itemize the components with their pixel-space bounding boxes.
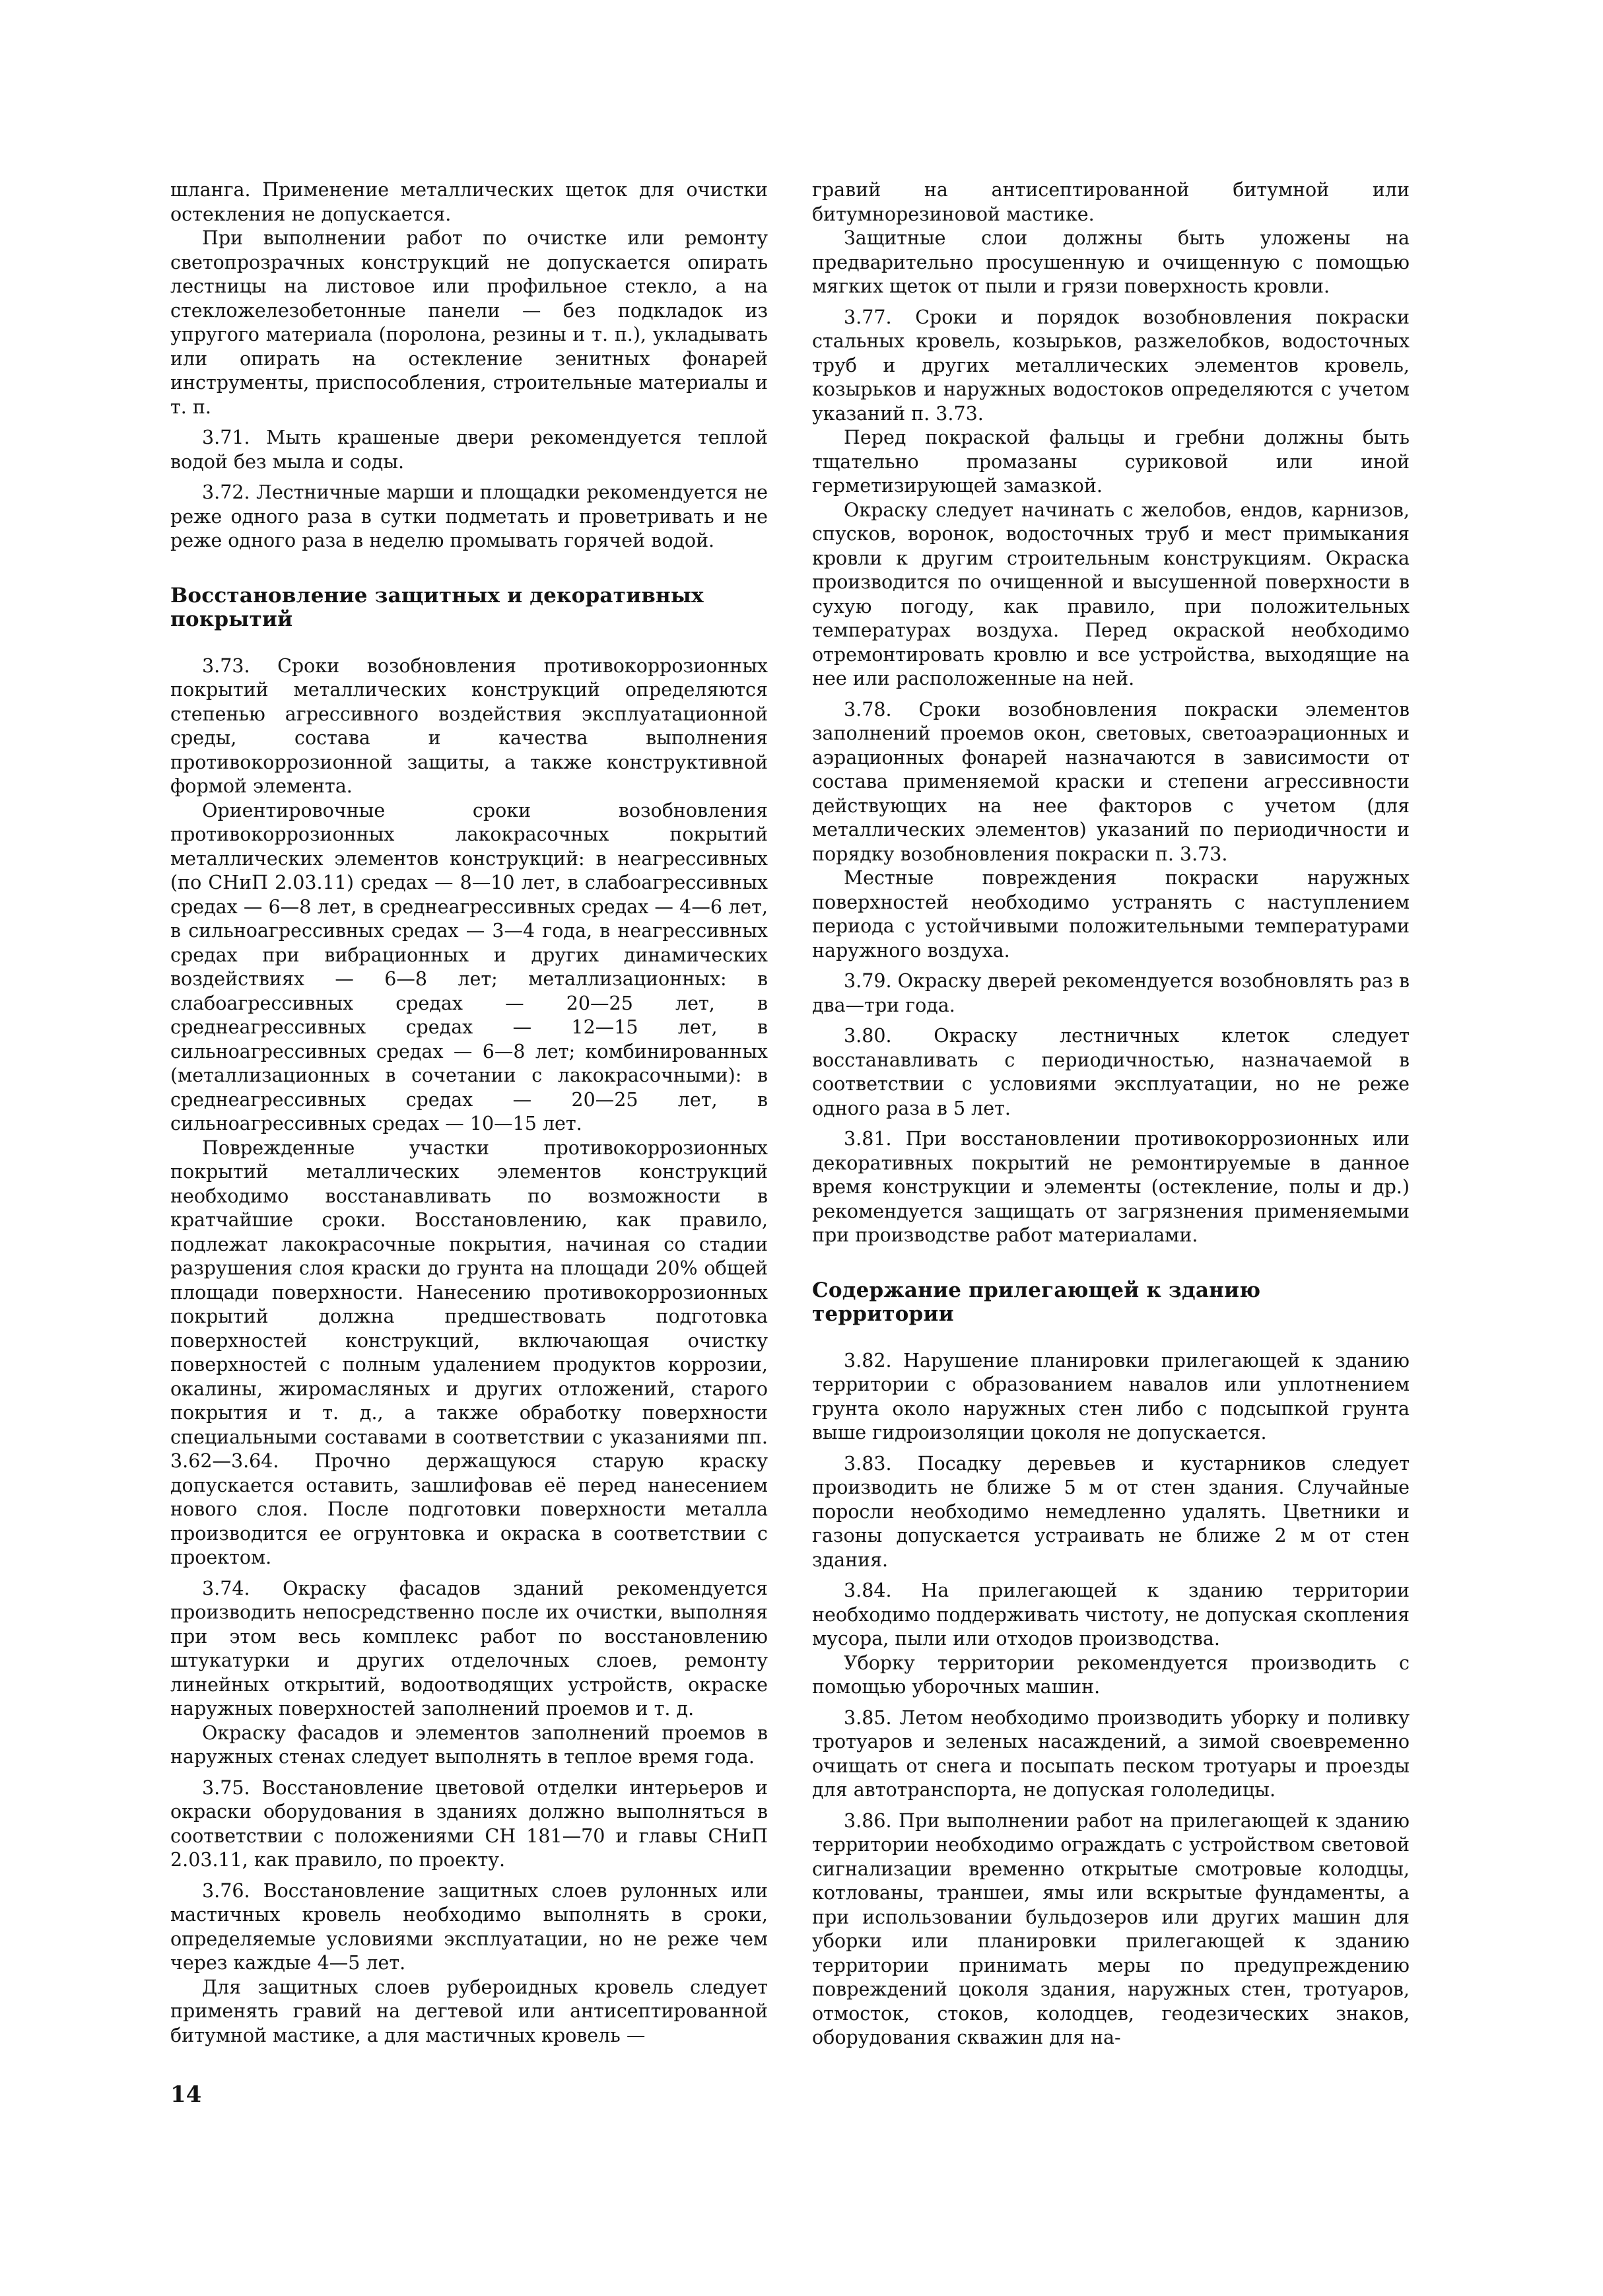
paragraph: Ориентировочные сроки возобновления противокоррозионных лакокрасочных покрытий металлических элементов конструкций: в неагрессивных (по СНиП 2.03.11) средах — 8—10 лет, в слабоагрессивных средах — 6—8 лет, в среднеагрессивных средах — 4—6 лет, в сильноагрессивных средах — 3—4 года, в неагрессивных средах при вибрационных и других динамических воздействиях — 6—8 лет; металлизационных: в слабоагрессивных средах — 20—25 лет, в среднеагрессивных средах — 12—15 лет, в сильноагрессивных средах — 6—8 лет; комбинированных (металлизационных в сочетании с лакокрасочными): в среднеагрессивных средах — 20—25 лет, в сильноагрессивных средах — 10—15 лет.	[170, 799, 768, 1134]
paragraph: 3.74. Окраску фасадов зданий рекомендуется производить непосредственно после их очистки, выполняя при этом весь комплекс работ по восстановлению штукатурки и других отделочных слоев, ремонту линейных открытий, водоотводящих устройств, окраске наружных поверхностей заполнений проемов и т. д.	[170, 1577, 768, 1720]
paragraph: 3.80. Окраску лестничных клеток следует восстанавливать с периодичностью, назначаемой в соответствии с условиями эксплуатации, но не реже одного раза в 5 лет.	[812, 1025, 1410, 1119]
paragraph: 3.73. Сроки возобновления противокоррозионных покрытий металлических конструкций определяются степенью агрессивного воздействия эксплуатационной среды, состава и качества выполнения противокоррозионной защиты, а также конструктивной формой элемента.	[170, 654, 768, 797]
paragraph: 3.85. Летом необходимо производить уборку и поливку тротуаров и зеленых насаждений, а зимой своевременно очищать от снега и посыпать песком тротуары и проезды для автотранспорта, не допуская гололедицы.	[812, 1706, 1410, 1801]
right-column	[812, 178, 1410, 2050]
paragraph: Местные повреждения покраски наружных поверхностей необходимо устранять с наступлением периода с устойчивыми положительными температурами наружного воздуха.	[812, 867, 1410, 961]
paragraph: Поврежденные участки противокоррозионных покрытий металлических элементов конструкций необходимо восстанавливать по возможности в кратчайшие сроки. Восстановлению, как правило, подлежат лакокрасочные покрытия, начиная со стадии разрушения слоя краски до грунта на площади 20% общей площади поверхности. Нанесению противокоррозионных покрытий должна предшествовать подготовка поверхностей конструкций, включающая очистку поверхностей с полным удалением продуктов коррозии, окалины, жиромасляных и других отложений, старого покрытия и т. д., а также обработку поверхности специальными составами в соответствии с указаниями пп. 3.62—3.64. Прочно держащуюся старую краску допускается оставить, зашлифовав её перед нанесением нового слоя. После подготовки поверхности металла производится ее огрунтовка и окраска в соответствии с проектом.	[170, 1136, 768, 1568]
paragraph: 3.79. Окраску дверей рекомендуется возобновлять раз в два—три года.	[812, 970, 1410, 1016]
paragraph: Окраску следует начинать с желобов, ендов, карнизов, спусков, воронок, водосточных труб и мест примыкания кровли к другим строительным конструкциям. Окраска производится по очищенной и высушенной поверхности в сухую погоду, как правило, при положительных температурах воздуха. Перед окраской необходимо отремонтировать кровлю и все устройства, выходящие на нее или расположенные на ней.	[812, 499, 1410, 689]
paragraph: Для защитных слоев рубероидных кровель следует применять гравий на дегтевой или антисептированной битумной мастике, а для мастичных кровель —	[170, 1976, 768, 2046]
paragraph: 3.84. На прилегающей к зданию территории необходимо поддерживать чистоту, не допуская скопления мусора, пыли или отходов производства.	[812, 1580, 1410, 1650]
paragraph: 3.83. Посадку деревьев и кустарников следует производить не ближе 5 м от стен здания. Случайные поросли необходимо немедленно удалять. Цветники и газоны допускается устраивать не ближе 2 м от стен здания.	[812, 1452, 1410, 1571]
paragraph: При выполнении работ по очистке или ремонту светопрозрачных конструкций не допускается опирать лестницы на листовое или профильное стекло, а на стекложелезобетонные панели — без подкладок из упругого материала (поролона, резины и т. п.), укладывать или опирать на остекление зенитных фонарей инструменты, приспособления, строительные материалы и т. п.	[170, 227, 768, 418]
paragraph: 3.77. Сроки и порядок возобновления покраски стальных кровель, козырьков, разжелобков, водосточных труб и других металлических элементов кровель, козырьков и наружных водостоков определяются с учетом указаний п. 3.73.	[812, 306, 1410, 425]
paragraph: 3.86. При выполнении работ на прилегающей к зданию территории необходимо ограждать с устройством световой сигнализации временно открытые смотровые колодцы, котлованы, траншеи, ямы или вскрытые фундаменты, а при использовании бульдозеров или других машин для уборки или планировки прилегающей к зданию территории принимать меры по предупреждению повреждений цоколя здания, наружных стен, тротуаров, отмосток, стоков, колодцев, геодезических знаков, оборудования скважин для на-	[812, 1809, 1410, 2048]
paragraph: гравий на антисептированной битумной или битумнорезиновой мастике.	[812, 179, 1410, 225]
paragraph: 3.71. Мыть крашеные двери рекомендуется теплой водой без мыла и соды.	[170, 427, 768, 473]
paragraph: шланга. Применение металлических щеток для очистки остекления не допускается.	[170, 179, 768, 225]
section-heading: Восстановление защитных и декоративных покрытий	[170, 583, 704, 631]
paragraph: 3.78. Сроки возобновления покраски элементов заполнений проемов окон, световых, светоаэрационных и аэрационных фонарей назначаются в зависимости от состава применяемой краски и степени агрессивности действующих на нее факторов с учетом (для металлических элементов) указаний по периодичности и порядку возобновления покраски п. 3.73.	[812, 698, 1410, 865]
left-column	[170, 178, 768, 2048]
paragraph: 3.81. При восстановлении противокоррозионных или декоративных покрытий не ремонтируемые в данное время конструкции и элементы (остекление, полы и др.) рекомендуется защищать от загрязнения применяемыми при производстве работ материалами.	[812, 1128, 1410, 1246]
page-number: 14	[170, 2081, 202, 2108]
paragraph: 3.76. Восстановление защитных слоев рулонных или мастичных кровель необходимо выполнять в сроки, определяемые условиями эксплуатации, но не реже чем через каждые 4—5 лет.	[170, 1879, 768, 1974]
paragraph: 3.72. Лестничные марши и площадки рекомендуется не реже одного раза в сутки подметать и проветривать и не реже одного раза в неделю промывать горячей водой.	[170, 481, 768, 551]
paragraph: Уборку территории рекомендуется производить с помощью уборочных машин.	[812, 1652, 1410, 1698]
section-heading: Содержание прилегающей к зданию территории	[812, 1278, 1261, 1326]
paragraph: 3.75. Восстановление цветовой отделки интерьеров и окраски оборудования в зданиях должно выполняться в соответствии с положениями СН 181—70 и главы СНиП 2.03.11, как правило, по проекту.	[170, 1776, 768, 1871]
paragraph: 3.82. Нарушение планировки прилегающей к зданию территории с образованием навалов или уплотнением грунта около наружных стен либо с подсыпкой грунта выше гидроизоляции цоколя не допускается.	[812, 1349, 1410, 1444]
paragraph: Перед покраской фальцы и гребни должны быть тщательно промазаны суриковой или иной герметизирующей замазкой.	[812, 427, 1410, 497]
paragraph: Окраску фасадов и элементов заполнений проемов в наружных стенах следует выполнять в теплое время года.	[170, 1722, 768, 1768]
paragraph: Защитные слои должны быть уложены на предварительно просушенную и очищенную с помощью мягких щеток от пыли и грязи поверхность кровли.	[812, 227, 1410, 297]
